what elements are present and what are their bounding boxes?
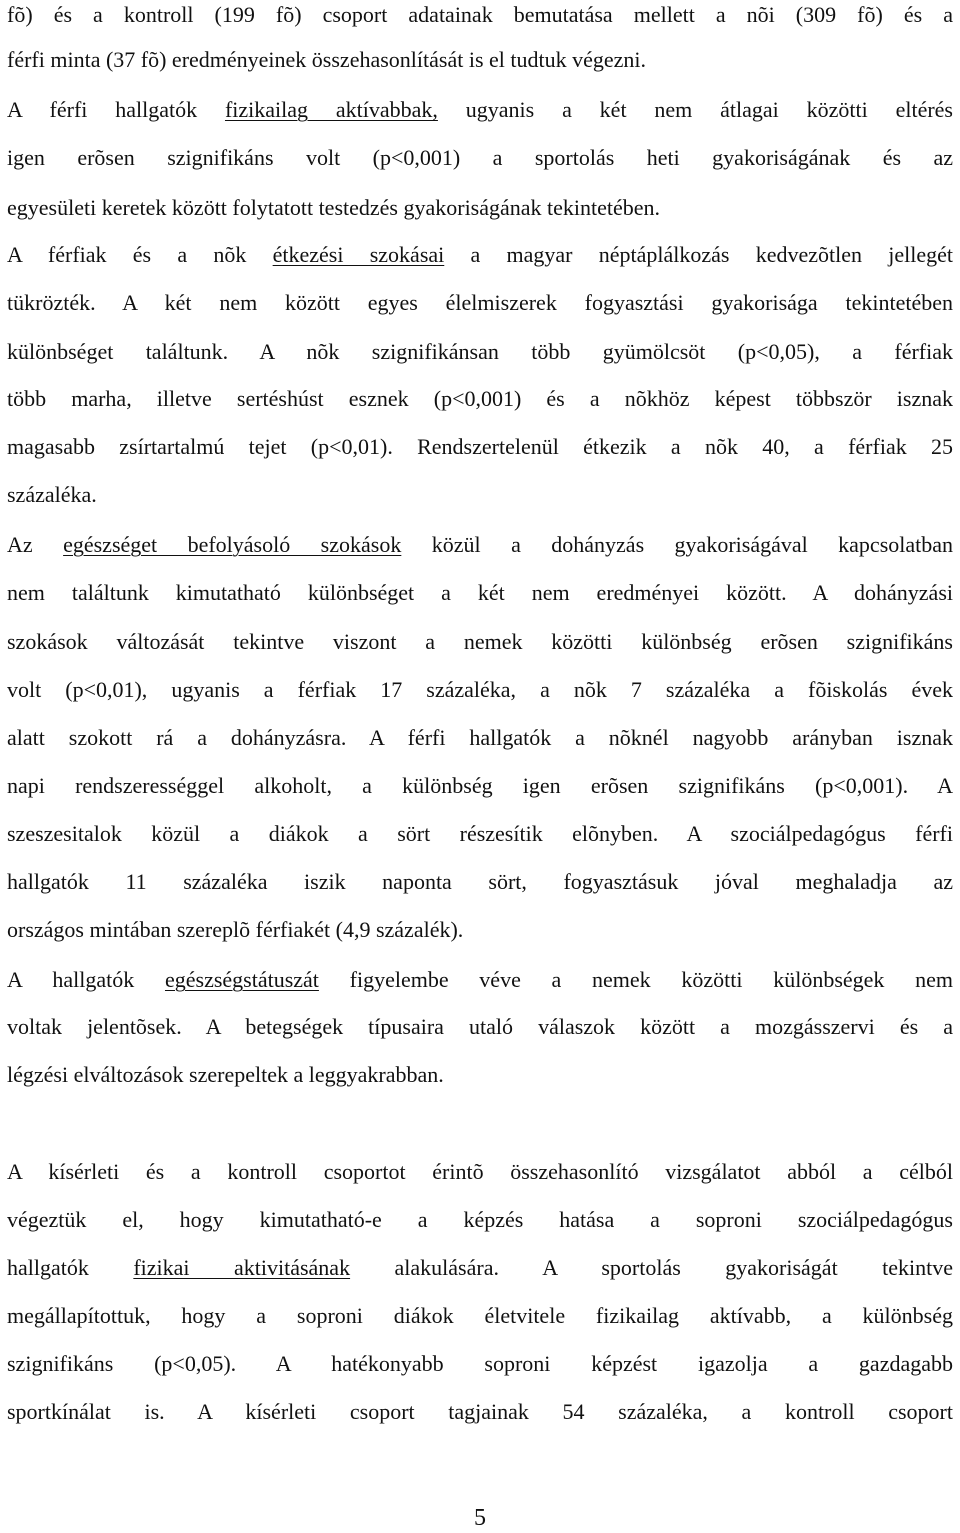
text-line: országos mintában szereplõ férfiakét (4,9 százalék).: [7, 917, 464, 942]
text-line: volt (p<0,01), ugyanis a férfiak 17 százaléka, a nõk 7 százaléka a fõiskolás évek: [7, 677, 953, 702]
text-line: fõ) és a kontroll (199 fõ) csoport adatainak bemutatása mellett a nõi (309 fõ) és a: [7, 2, 953, 27]
underlined-phrase: fizikailag aktívabbak,: [224, 97, 438, 122]
text-line: tükrözték. A két nem között egyes élelmiszerek fogyasztási gyakorisága tekintetében: [7, 290, 953, 315]
text-line: A férfiak és a nõk étkezési szokásai a magyar néptáplálkozás kedvezõtlen jellegét: [7, 242, 953, 267]
text-line: hallgatók fizikai aktivitásának alakulására. A sportolás gyakoriságát tekintve: [7, 1255, 954, 1280]
text-line: Az egészséget befolyásoló szokások közül a dohányzás gyakoriságával kapcsolatban: [7, 532, 954, 557]
underlined-phrase: fizikai aktivitásának: [133, 1255, 351, 1280]
text-line: nem találtunk kimutatható különbséget a két nem eredményei között. A dohányzási: [7, 580, 953, 605]
text-line: több marha, illetve sertéshúst esznek (p<0,001) és a nõkhöz képest többször isznak: [7, 386, 953, 411]
text-line: különbséget találtunk. A nõk szignifikánsan több gyümölcsöt (p<0,05), a férfiak: [7, 339, 953, 364]
text-line: voltak jelentõsek. A betegségek típusaira utaló válaszok között a mozgásszervi és a: [7, 1014, 953, 1039]
page-number: 5: [474, 1505, 486, 1531]
text-line: A férfi hallgatók fizikailag aktívabbak, ugyanis a két nem átlagai közötti eltérés: [7, 97, 953, 122]
text-line: százaléka.: [7, 482, 97, 507]
text-line: végeztük el, hogy kimutatható-e a képzés hatása a soproni szociálpedagógus: [7, 1207, 953, 1232]
text-line: szokások változását tekintve viszont a nemek közötti különbség erõsen szignifikáns: [7, 629, 953, 654]
text-line: férfi minta (37 fõ) eredményeinek összehasonlítását is el tudtuk végezni.: [7, 47, 647, 72]
text-line: légzési elváltozások szerepeltek a leggyakrabban.: [7, 1062, 444, 1087]
underlined-phrase: egészségstátuszát: [164, 967, 319, 992]
text-line: egyesületi keretek között folytatott testedzés gyakoriságának tekintetében.: [7, 195, 661, 220]
text-line: napi rendszerességgel alkoholt, a különbség igen erõsen szignifikáns (p<0,001). A: [7, 773, 953, 798]
text-line: magasabb zsírtartalmú tejet (p<0,01). Rendszertelenül étkezik a nõk 40, a férfiak 25: [7, 434, 953, 459]
text-line: hallgatók 11 százaléka iszik naponta sört, fogyasztásuk jóval meghaladja az: [7, 869, 953, 894]
text-line: sportkínálat is. A kísérleti csoport tagjainak 54 százaléka, a kontroll csoport: [7, 1399, 953, 1424]
text-line: megállapítottuk, hogy a soproni diákok életvitele fizikailag aktívabb, a különbség: [7, 1303, 953, 1328]
text-line: igen erõsen szignifikáns volt (p<0,001) a sportolás heti gyakoriságának és az: [7, 145, 953, 170]
text-line: szignifikáns (p<0,05). A hatékonyabb soproni képzést igazolja a gazdagabb: [7, 1351, 953, 1376]
text-line: A kísérleti és a kontroll csoportot érintõ összehasonlító vizsgálatot abból a célból: [7, 1159, 953, 1184]
underlined-phrase: egészséget befolyásoló szokások: [63, 532, 402, 557]
text-line: A hallgatók egészségstátuszát figyelembe véve a nemek közötti különbségek nem: [7, 967, 954, 992]
text-line: szeszesitalok közül a diákok a sört részesítik elõnyben. A szociálpedagógus férfi: [7, 821, 953, 846]
underlined-phrase: étkezési szokásai: [272, 242, 445, 267]
text-line: alatt szokott rá a dohányzásra. A férfi hallgatók a nõknél nagyobb arányban isznak: [7, 725, 953, 750]
